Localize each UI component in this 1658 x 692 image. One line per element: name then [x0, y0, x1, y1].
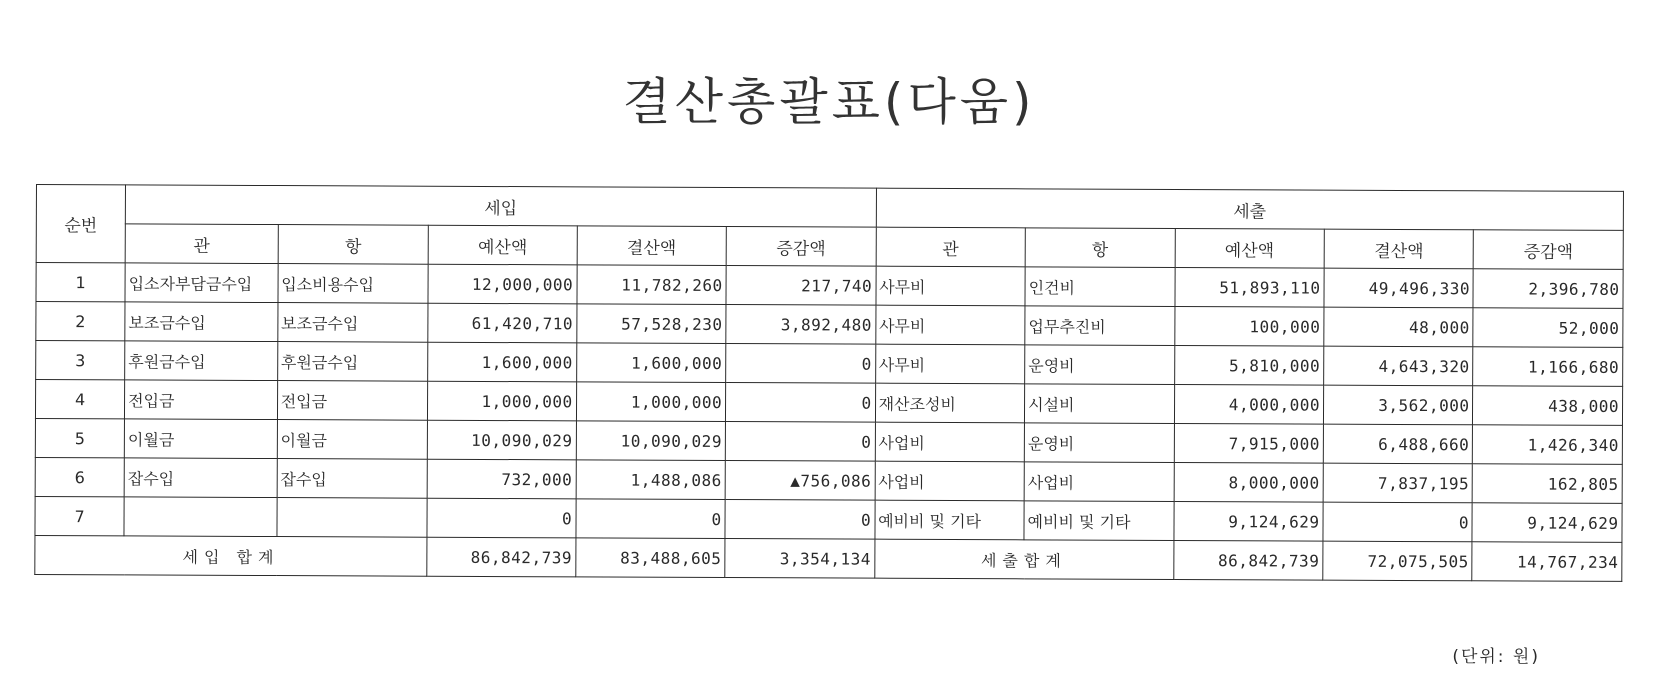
- row-no: 2: [36, 302, 125, 341]
- rev-diff: 0: [725, 422, 875, 462]
- row-no: 1: [36, 263, 125, 302]
- exp-hang: 예비비 및 기타: [1024, 501, 1174, 541]
- row-no: 6: [35, 457, 124, 496]
- revenue-total-diff: 3,354,134: [725, 539, 875, 579]
- exp-budget: 51,893,110: [1174, 267, 1324, 307]
- exp-budget: 7,915,000: [1174, 423, 1324, 463]
- rev-diff: 0: [725, 500, 875, 540]
- header-expense: 세출: [876, 188, 1624, 230]
- exp-hang: 운영비: [1025, 345, 1175, 385]
- expense-total-label: 세출합계: [874, 539, 1173, 579]
- header-exp-settled: 결산액: [1324, 229, 1474, 269]
- rev-diff: 0: [726, 383, 876, 423]
- header-rev-hang: 항: [278, 225, 429, 265]
- header-exp-hang: 항: [1025, 228, 1175, 268]
- table-row: [36, 263, 1623, 309]
- unit-note: (단위: 원): [1452, 647, 1540, 667]
- exp-gwan: 사무비: [875, 305, 1025, 345]
- rev-gwan: 보조금수입: [125, 302, 278, 342]
- exp-budget: 4,000,000: [1174, 384, 1324, 424]
- exp-diff: 1,166,680: [1473, 347, 1623, 387]
- rev-gwan: 전입금: [125, 380, 278, 420]
- exp-budget: 5,810,000: [1174, 345, 1324, 385]
- exp-settled: 3,562,000: [1323, 385, 1473, 425]
- rev-settled: 1,600,000: [576, 343, 726, 383]
- rev-gwan: [124, 497, 277, 537]
- header-exp-diff: 증감액: [1474, 230, 1624, 270]
- row-no: 4: [35, 380, 124, 419]
- table-row: [36, 341, 1623, 387]
- rev-budget: 12,000,000: [428, 264, 577, 304]
- exp-settled: 48,000: [1324, 307, 1474, 347]
- header-rev-gwan: 관: [125, 224, 278, 264]
- exp-gwan: 재산조성비: [875, 383, 1025, 423]
- rev-gwan: 이월금: [124, 419, 277, 459]
- exp-hang: 운영비: [1024, 423, 1174, 463]
- rev-budget: 732,000: [427, 459, 576, 499]
- rev-budget: 1,000,000: [428, 381, 577, 421]
- exp-gwan: 사무비: [876, 266, 1026, 306]
- rev-hang: 전입금: [277, 381, 428, 421]
- exp-hang: 업무추진비: [1025, 306, 1175, 346]
- header-revenue: 세입: [125, 185, 876, 227]
- exp-diff: 162,805: [1473, 464, 1623, 504]
- expense-total-diff: 14,767,234: [1472, 542, 1622, 582]
- rev-hang: [277, 498, 428, 538]
- exp-diff: 438,000: [1473, 386, 1623, 426]
- row-no: 3: [36, 341, 125, 380]
- exp-gwan: 예비비 및 기타: [875, 500, 1025, 540]
- totals-row: [35, 535, 1622, 581]
- exp-budget: 100,000: [1174, 306, 1324, 346]
- exp-budget: 8,000,000: [1174, 462, 1324, 502]
- exp-hang: 사업비: [1024, 462, 1174, 502]
- header-rev-diff: 증감액: [726, 227, 876, 267]
- rev-settled: 1,488,086: [576, 460, 726, 500]
- exp-gwan: 사무비: [875, 344, 1025, 384]
- rev-hang: 잡수입: [277, 459, 428, 499]
- exp-gwan: 사업비: [875, 461, 1025, 501]
- table-row: [35, 380, 1622, 426]
- rev-settled: 57,528,230: [576, 304, 726, 344]
- table-row: [35, 496, 1622, 542]
- exp-hang: 시설비: [1025, 384, 1175, 424]
- rev-diff: ▲756,086: [725, 461, 875, 501]
- header-no: 순번: [36, 185, 125, 263]
- rev-hang: 보조금수입: [278, 303, 429, 343]
- table-row: [35, 457, 1622, 503]
- settlement-table: [34, 184, 1624, 582]
- expense-total-budget: 86,842,739: [1173, 540, 1323, 580]
- exp-settled: 49,496,330: [1324, 268, 1474, 308]
- expense-total-settled: 72,075,505: [1323, 541, 1473, 581]
- rev-gwan: 잡수입: [124, 458, 277, 498]
- exp-diff: 1,426,340: [1473, 425, 1623, 465]
- rev-gwan: 입소자부담금수입: [125, 263, 278, 303]
- revenue-total-label: 세입 합계: [35, 535, 427, 576]
- row-no: 7: [35, 496, 124, 535]
- rev-budget: 0: [427, 498, 576, 538]
- exp-settled: 6,488,660: [1323, 424, 1473, 464]
- header-exp-budget: 예산액: [1175, 228, 1325, 268]
- rev-gwan: 후원금수입: [125, 341, 278, 381]
- table-row: [35, 418, 1622, 464]
- rev-hang: 후원금수입: [277, 342, 428, 382]
- rev-settled: 1,000,000: [576, 382, 726, 422]
- rev-settled: 10,090,029: [576, 421, 726, 461]
- header-rev-settled: 결산액: [577, 226, 727, 266]
- exp-settled: 4,643,320: [1324, 346, 1474, 386]
- row-no: 5: [35, 418, 124, 457]
- exp-diff: 2,396,780: [1473, 269, 1623, 309]
- header-exp-gwan: 관: [876, 227, 1026, 267]
- exp-gwan: 사업비: [875, 422, 1025, 462]
- rev-budget: 10,090,029: [428, 420, 577, 460]
- document-title: 결산총괄표(다움): [622, 73, 1036, 131]
- rev-hang: 이월금: [277, 420, 428, 460]
- exp-diff: 9,124,629: [1472, 503, 1622, 543]
- exp-hang: 인건비: [1025, 267, 1175, 307]
- rev-budget: 61,420,710: [428, 303, 577, 343]
- rev-settled: 0: [576, 499, 726, 539]
- exp-budget: 9,124,629: [1173, 501, 1323, 541]
- rev-diff: 217,740: [726, 266, 876, 306]
- rev-diff: 3,892,480: [726, 305, 876, 345]
- rev-hang: 입소비용수입: [278, 264, 429, 304]
- table-row: [36, 302, 1623, 348]
- revenue-total-budget: 86,842,739: [427, 537, 576, 577]
- header-rev-budget: 예산액: [428, 225, 577, 265]
- rev-settled: 11,782,260: [577, 265, 727, 305]
- exp-diff: 52,000: [1473, 308, 1623, 348]
- exp-settled: 0: [1323, 502, 1473, 542]
- exp-settled: 7,837,195: [1323, 463, 1473, 503]
- rev-diff: 0: [726, 344, 876, 384]
- revenue-total-settled: 83,488,605: [575, 538, 725, 578]
- rev-budget: 1,600,000: [428, 342, 577, 382]
